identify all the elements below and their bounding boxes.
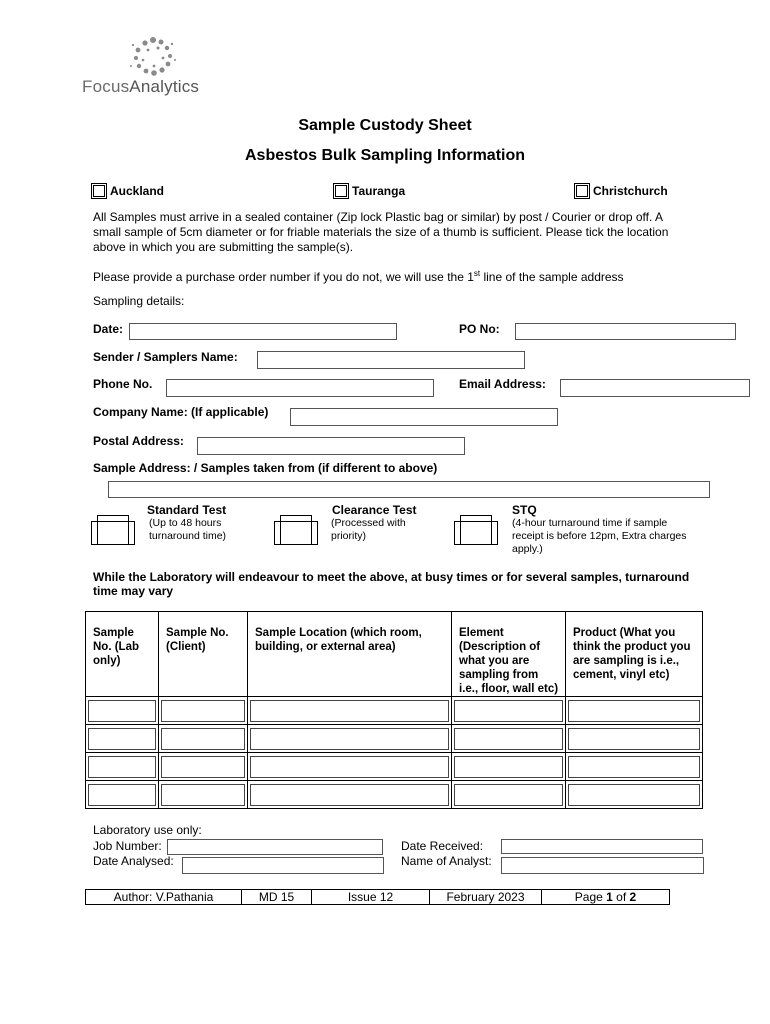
col-header-lab-sample-no: Sample No. (Lab only) bbox=[86, 612, 159, 697]
date-analysed-label: Date Analysed: bbox=[93, 854, 174, 868]
element-cell[interactable] bbox=[452, 753, 566, 781]
footer-date: February 2023 bbox=[430, 890, 542, 905]
location-auckland[interactable] bbox=[91, 183, 164, 199]
product-cell[interactable] bbox=[566, 781, 703, 809]
footer-page-num: 1 bbox=[606, 890, 613, 904]
clearance-test-checkbox[interactable] bbox=[274, 515, 318, 545]
logo-suffix: Analytics bbox=[129, 77, 200, 96]
po-no-field[interactable] bbox=[515, 323, 736, 340]
page-subtitle: Asbestos Bulk Sampling Information bbox=[244, 147, 526, 164]
standard-test-desc: (Up to 48 hours turnaround time) bbox=[149, 517, 227, 542]
turnaround-note: While the Laboratory will endeavour to meet the above, at busy times or for several samples, turnaround time may vary bbox=[93, 570, 690, 598]
sample-address-field[interactable] bbox=[108, 481, 710, 498]
product-cell[interactable] bbox=[566, 753, 703, 781]
po-note-sup: st bbox=[473, 269, 481, 278]
samples-table bbox=[85, 611, 703, 809]
company-label: Company Name: (If applicable) bbox=[93, 405, 269, 419]
page-title: Sample Custody Sheet bbox=[298, 117, 472, 134]
christchurch-checkbox[interactable] bbox=[574, 183, 590, 199]
date-analysed-field[interactable] bbox=[182, 857, 384, 874]
name-of-analyst-field[interactable] bbox=[501, 857, 704, 874]
name-of-analyst-label: Name of Analyst: bbox=[401, 854, 492, 868]
product-cell[interactable] bbox=[566, 725, 703, 753]
document-footer bbox=[85, 889, 670, 905]
product-cell[interactable] bbox=[566, 697, 703, 725]
stq-checkbox[interactable] bbox=[454, 515, 498, 545]
footer-page-mid: of bbox=[612, 890, 630, 904]
element-cell[interactable] bbox=[452, 781, 566, 809]
footer-issue: Issue 12 bbox=[312, 890, 430, 905]
phone-label: Phone No. bbox=[93, 377, 153, 391]
logo-prefix: Focus bbox=[82, 77, 130, 96]
lab-sample-no-cell[interactable] bbox=[86, 753, 159, 781]
job-number-label: Job Number: bbox=[93, 839, 162, 853]
footer-page-pre: Page bbox=[574, 890, 607, 904]
po-no-label: PO No: bbox=[459, 322, 500, 336]
footer-author: Author: V.Pathania bbox=[86, 890, 242, 905]
col-header-sample-location: Sample Location (which room, building, or external area) bbox=[248, 612, 452, 697]
auckland-checkbox[interactable] bbox=[91, 183, 107, 199]
email-field[interactable] bbox=[560, 379, 750, 397]
christchurch-label: Christchurch bbox=[593, 184, 668, 198]
sampling-details-label: Sampling details: bbox=[93, 294, 185, 308]
auckland-label: Auckland bbox=[110, 184, 165, 198]
location-christchurch[interactable] bbox=[574, 183, 668, 199]
element-cell[interactable] bbox=[452, 697, 566, 725]
logo-wordmark bbox=[82, 77, 199, 97]
clearance-test-desc: (Processed with priority) bbox=[331, 517, 406, 542]
sample-location-cell[interactable] bbox=[248, 781, 452, 809]
sender-field[interactable] bbox=[257, 351, 525, 369]
footer-page-total: 2 bbox=[629, 890, 637, 904]
sample-location-cell[interactable] bbox=[248, 697, 452, 725]
lab-sample-no-cell[interactable] bbox=[86, 781, 159, 809]
postal-field[interactable] bbox=[197, 437, 465, 455]
client-sample-no-cell[interactable] bbox=[159, 781, 248, 809]
stq-desc: (4-hour turnaround time if sample receipt is before 12pm, Extra charges apply.) bbox=[512, 517, 687, 555]
sample-location-cell[interactable] bbox=[248, 753, 452, 781]
company-field[interactable] bbox=[290, 408, 558, 426]
lab-sample-no-cell[interactable] bbox=[86, 725, 159, 753]
client-sample-no-cell[interactable] bbox=[159, 725, 248, 753]
col-header-product: Product (What you think the product you are sampling is i.e., cement, vinyl etc) bbox=[566, 612, 703, 697]
footer-page bbox=[542, 890, 670, 905]
phone-field[interactable] bbox=[166, 379, 434, 397]
tauranga-label: Tauranga bbox=[352, 184, 406, 198]
standard-test-title: Standard Test bbox=[147, 503, 227, 517]
table-row bbox=[86, 753, 703, 781]
email-label: Email Address: bbox=[459, 377, 546, 391]
job-number-field[interactable] bbox=[167, 839, 383, 855]
po-note-post: line of the sample address bbox=[480, 270, 624, 284]
client-sample-no-cell[interactable] bbox=[159, 753, 248, 781]
focus-analytics-logo-icon bbox=[128, 36, 178, 82]
clearance-test-title: Clearance Test bbox=[332, 503, 417, 517]
date-received-label: Date Received: bbox=[401, 839, 484, 853]
sender-label: Sender / Samplers Name: bbox=[93, 350, 238, 364]
date-received-field[interactable] bbox=[501, 839, 703, 854]
location-tauranga[interactable] bbox=[333, 183, 405, 199]
stq-title: STQ bbox=[512, 503, 537, 517]
po-note-pre: Please provide a purchase order number if you do not, we will use the 1 bbox=[93, 270, 474, 284]
date-label: Date: bbox=[93, 322, 124, 336]
intro-text: All Samples must arrive in a sealed container (Zip lock Plastic bag or similar) by post / Courier or drop off. A small sample of 5cm diameter or for friable materials the size of a thumb is sufficient. Please tick the location above in which you are submitting the sample(s). bbox=[93, 210, 669, 254]
tauranga-checkbox[interactable] bbox=[333, 183, 349, 199]
table-row bbox=[86, 725, 703, 753]
table-row bbox=[86, 781, 703, 809]
table-row bbox=[86, 697, 703, 725]
postal-label: Postal Address: bbox=[93, 434, 184, 448]
standard-test-checkbox[interactable] bbox=[91, 515, 135, 545]
sample-location-cell[interactable] bbox=[248, 725, 452, 753]
client-sample-no-cell[interactable] bbox=[159, 697, 248, 725]
lab-sample-no-cell[interactable] bbox=[86, 697, 159, 725]
element-cell[interactable] bbox=[452, 725, 566, 753]
po-note bbox=[93, 266, 733, 285]
lab-use-heading: Laboratory use only: bbox=[93, 823, 202, 837]
date-field[interactable] bbox=[129, 323, 397, 340]
table-header-row bbox=[86, 612, 703, 697]
col-header-element: Element (Description of what you are sampling from i.e., floor, wall etc) bbox=[452, 612, 566, 697]
col-header-client-sample-no: Sample No. (Client) bbox=[159, 612, 248, 697]
footer-doc-code: MD 15 bbox=[242, 890, 312, 905]
sample-address-label: Sample Address: / Samples taken from (if different to above) bbox=[93, 461, 438, 475]
